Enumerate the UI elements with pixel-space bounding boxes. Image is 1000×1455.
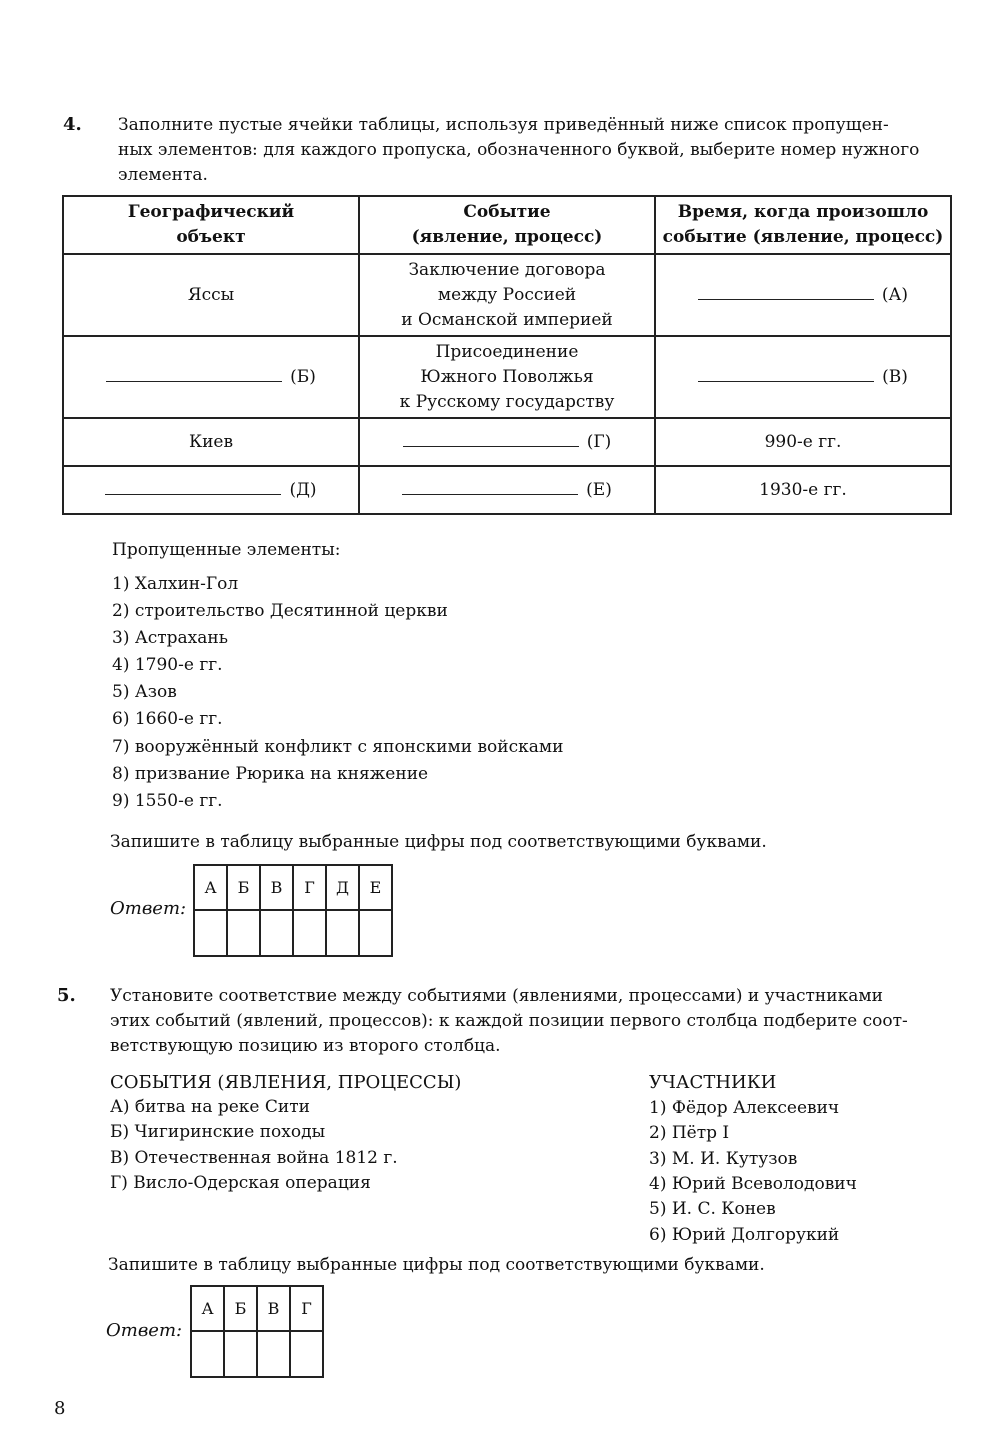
blank-line — [105, 480, 281, 495]
page-number: 8 — [54, 1398, 66, 1419]
list-item: 3) Астрахань — [112, 628, 228, 648]
cell-time-blank[interactable] — [655, 336, 951, 418]
list-item: 1) Халхин-Гол — [112, 574, 239, 594]
answer-label: Ответ: — [106, 1320, 183, 1341]
answer-letter: Г — [293, 865, 326, 910]
answer-cell[interactable] — [191, 1331, 224, 1377]
answer-cell[interactable] — [260, 910, 293, 956]
blank-letter: (Б) — [290, 366, 316, 387]
blank-letter: (Е) — [586, 479, 612, 500]
list-item: 4) 1790-е гг. — [112, 655, 223, 675]
answer-cell[interactable] — [194, 910, 227, 956]
header-geo-object: Географический объект — [63, 196, 359, 254]
cell-geo-blank[interactable] — [63, 466, 359, 514]
blank-letter: (А) — [881, 284, 909, 305]
answer-letter: Г — [290, 1286, 323, 1331]
instruction-line: элемента. — [118, 165, 208, 185]
instruction-line: ветствующую позицию из второго столбца. — [110, 1036, 501, 1056]
blank-letter: (В) — [882, 366, 908, 387]
question-5-instruction — [110, 984, 950, 1059]
list-item: 5) И. С. Конев — [649, 1199, 776, 1219]
instruction-line: Установите соответствие между событиями (явлениями, процессами) и участниками — [110, 986, 883, 1006]
answer-cell[interactable] — [224, 1331, 257, 1377]
answer-letter: Е — [359, 865, 392, 910]
list-item: А) битва на реке Сити — [110, 1097, 310, 1117]
cell-time-blank[interactable] — [655, 254, 951, 336]
list-item: 5) Азов — [112, 682, 177, 702]
blank-line — [403, 432, 579, 447]
answer-letter: Б — [227, 865, 260, 910]
cell-time: 1930-е гг. — [655, 466, 951, 514]
answer-cell[interactable] — [227, 910, 260, 956]
header-time: Время, когда произошло событие (явление, процесс) — [655, 196, 951, 254]
answer-cell[interactable] — [257, 1331, 290, 1377]
list-item: 7) вооружённый конфликт с японскими войсками — [112, 737, 564, 757]
list-item: Г) Висло-Одерская операция — [110, 1173, 371, 1193]
blank-letter: (Г) — [586, 431, 612, 452]
table-row — [63, 466, 951, 514]
answer-letter: А — [194, 865, 227, 910]
blank-letter: (Д) — [289, 479, 317, 500]
answer-letter: В — [257, 1286, 290, 1331]
header-event: Событие (явление, процесс) — [359, 196, 655, 254]
blank-line — [106, 367, 282, 382]
participants-column-title: УЧАСТНИКИ — [649, 1072, 777, 1093]
table-row — [63, 336, 951, 418]
list-item: 2) Пётр I — [649, 1123, 730, 1143]
list-item: 2) строительство Десятинной церкви — [112, 601, 448, 621]
answer-cell[interactable] — [290, 1331, 323, 1377]
list-item: Б) Чигиринские походы — [110, 1122, 326, 1142]
blank-line — [698, 285, 874, 300]
blank-line — [698, 367, 874, 382]
write-instruction: Запишите в таблицу выбранные цифры под соответствующими буквами. — [108, 1255, 765, 1275]
cell-event: Присоединение Южного Поволжья к Русскому государству — [359, 336, 655, 418]
question-4-number: 4. — [63, 114, 82, 135]
answer-cell[interactable] — [326, 910, 359, 956]
list-item: 6) Юрий Долгорукий — [649, 1225, 840, 1245]
table-header-row — [63, 196, 951, 254]
cell-event: Заключение договора между Россией и Османской империей — [359, 254, 655, 336]
events-column-title: СОБЫТИЯ (ЯВЛЕНИЯ, ПРОЦЕССЫ) — [110, 1072, 462, 1093]
answer-cell[interactable] — [293, 910, 326, 956]
answer-label: Ответ: — [110, 898, 187, 919]
blank-line — [402, 480, 578, 495]
list-item: 1) Фёдор Алексеевич — [649, 1098, 840, 1118]
list-item: 8) призвание Рюрика на княжение — [112, 764, 429, 784]
answer-cell[interactable] — [359, 910, 392, 956]
answer-letter: В — [260, 865, 293, 910]
answer-table-q5 — [190, 1285, 324, 1378]
instruction-line: Заполните пустые ячейки таблицы, используя приведённый ниже список пропущен- — [118, 115, 889, 135]
answer-letter: Б — [224, 1286, 257, 1331]
cell-time: 990-е гг. — [655, 418, 951, 466]
answer-table-q4 — [193, 864, 393, 957]
write-instruction: Запишите в таблицу выбранные цифры под соответствующими буквами. — [110, 832, 767, 852]
cell-geo: Киев — [63, 418, 359, 466]
list-item: В) Отечественная война 1812 г. — [110, 1148, 398, 1168]
answer-letter: Д — [326, 865, 359, 910]
cell-geo: Яссы — [63, 254, 359, 336]
instruction-line: этих событий (явлений, процессов): к каждой позиции первого столбца подберите соот- — [110, 1011, 908, 1031]
list-item: 4) Юрий Всеволодович — [649, 1174, 857, 1194]
list-item: 3) М. И. Кутузов — [649, 1149, 798, 1169]
question-5-number: 5. — [57, 985, 76, 1006]
question-4-instruction — [118, 113, 954, 188]
instruction-line: ных элементов: для каждого пропуска, обозначенного буквой, выберите номер нужного — [118, 140, 920, 160]
list-item: 9) 1550-е гг. — [112, 791, 223, 811]
table-row — [63, 254, 951, 336]
cell-geo-blank[interactable] — [63, 336, 359, 418]
missing-elements-title: Пропущенные элементы: — [112, 540, 341, 560]
table-row — [63, 418, 951, 466]
list-item: 6) 1660-е гг. — [112, 709, 223, 729]
answer-letter: А — [191, 1286, 224, 1331]
cell-event-blank[interactable] — [359, 466, 655, 514]
cell-event-blank[interactable] — [359, 418, 655, 466]
fill-in-table — [62, 195, 952, 515]
